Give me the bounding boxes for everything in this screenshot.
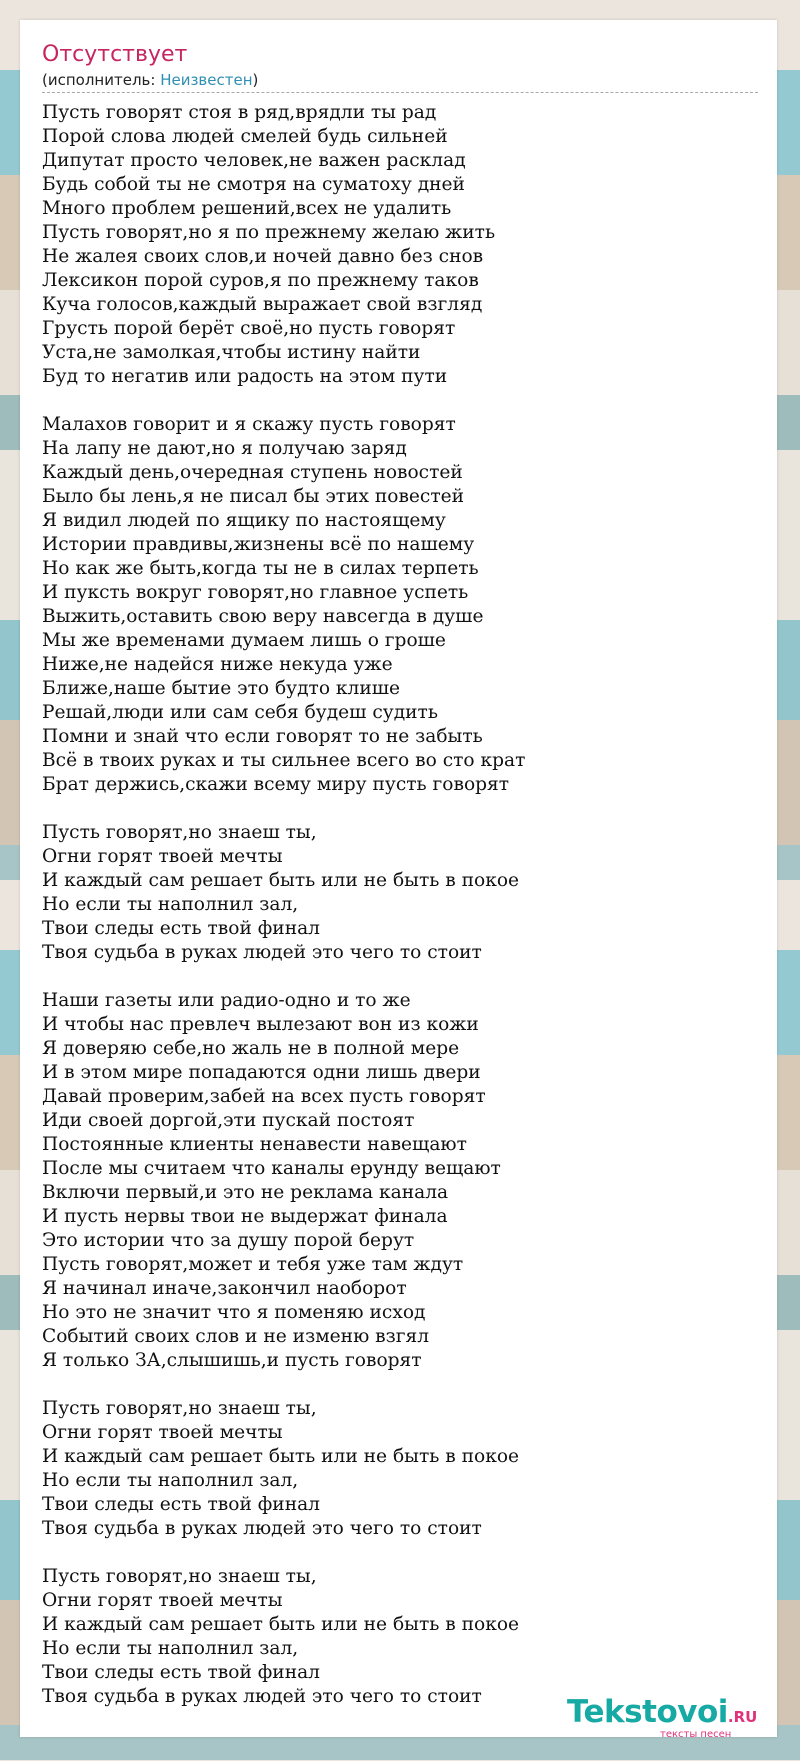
lyric-line: И каждый сам решает быть или не быть в покое (42, 1446, 520, 1467)
lyric-line: Я видил людей по ящику по настоящему (42, 510, 446, 531)
lyric-line: Пусть говорят стоя в ряд,врядли ты рад (42, 102, 437, 123)
lyric-line: И пусть нервы твои не выдержат финала (42, 1206, 448, 1227)
lyric-line: Будь собой ты не смотря на суматоху дней (42, 174, 465, 195)
lyric-line: Пусть говорят,но я по прежнему желаю жить (42, 222, 496, 243)
logo-tagline: тексты песен (660, 1729, 732, 1740)
lyric-line: И в этом мире попадаются одни лишь двери (42, 1062, 481, 1083)
lyric-line: Дипутат просто человек,не важен расклад (42, 150, 466, 171)
lyric-line: На лапу не дают,но я получаю заряд (42, 438, 407, 459)
lyric-line: Каждый день,очередная ступень новостей (42, 462, 463, 483)
song-header (42, 40, 758, 93)
lyric-line: Я только ЗА,слышишь,и пусть говорят (42, 1350, 422, 1371)
lyric-line: Твои следы есть твой финал (42, 1662, 320, 1683)
lyric-line: И чтобы нас превлеч вылезают вон из кожи (42, 1014, 479, 1035)
lyric-line: Малахов говорит и я скажу пусть говорят (42, 414, 456, 435)
lyric-line: Мы же временами думаем лишь о гроше (42, 630, 446, 651)
artist-prefix: (исполнитель: (42, 71, 161, 89)
lyric-line: Ниже,не надейся ниже некуда уже (42, 654, 393, 675)
stanza-break (42, 389, 758, 413)
lyric-line: Но если ты наполнил зал, (42, 1638, 299, 1659)
artist-suffix: ) (252, 71, 259, 89)
lyric-line: Это истории что за душу порой берут (42, 1230, 415, 1251)
artist-line (42, 70, 758, 90)
lyric-line: И пуксть вокруг говорят,но главное успеть (42, 582, 469, 603)
lyric-line: И каждый сам решает быть или не быть в покое (42, 1614, 520, 1635)
stanza-break (42, 1541, 758, 1565)
lyric-line: Истории правдивы,жизнены всё по нашему (42, 534, 475, 555)
lyric-line: Пусть говорят,но знаеш ты, (42, 822, 317, 843)
lyric-line: Но как же быть,когда ты не в силах терпеть (42, 558, 479, 579)
lyric-line: Твоя судьба в руках людей это чего то стоит (42, 1686, 482, 1707)
lyric-line: Наши газеты или радио-одно и то же (42, 990, 411, 1011)
lyric-line: Помни и знай что если говорят то не забыть (42, 726, 483, 747)
lyric-line: Было бы лень,я не писал бы этих повестей (42, 486, 465, 507)
lyric-line: Но если ты наполнил зал, (42, 894, 299, 915)
lyric-line: Я начинал иначе,закончил наоборот (42, 1278, 407, 1299)
lyrics-text (42, 101, 758, 1709)
lyric-line: Уста,не замолкая,чтобы истину найти (42, 342, 421, 363)
lyric-line: Твоя судьба в руках людей это чего то стоит (42, 942, 482, 963)
stanza-break (42, 797, 758, 821)
lyric-line: Грусть порой берёт своё,но пусть говорят (42, 318, 456, 339)
lyric-line: Всё в твоих руках и ты сильнее всего во сто крат (42, 750, 526, 771)
lyric-line: Куча голосов,каждый выражает свой взгляд (42, 294, 483, 315)
lyric-line: Твои следы есть твой финал (42, 918, 320, 939)
lyric-line: Огни горят твоей мечты (42, 1422, 283, 1443)
lyric-line: Много проблем решений,всех не удалить (42, 198, 452, 219)
stanza-break (42, 965, 758, 989)
lyric-line: Выжить,оставить свою веру навсегда в душе (42, 606, 484, 627)
artist-link[interactable]: Неизвестен (160, 71, 253, 89)
lyric-line: Твоя судьба в руках людей это чего то стоит (42, 1518, 482, 1539)
stanza-break (42, 1373, 758, 1397)
lyric-line: Брат держись,скажи всему миру пусть говорят (42, 774, 510, 795)
lyric-line: Включи первый,и это не реклама канала (42, 1182, 449, 1203)
lyric-line: И каждый сам решает быть или не быть в покое (42, 870, 520, 891)
lyric-line: Лексикон порой суров,я по прежнему таков (42, 270, 479, 291)
lyric-line: Ближе,наше бытие это будто клише (42, 678, 401, 699)
song-title: Отсутствует (42, 42, 188, 67)
lyric-line: Но это не значит что я поменяю исход (42, 1302, 426, 1323)
lyric-line: Пусть говорят,но знаеш ты, (42, 1398, 317, 1419)
lyric-line: Иди своей доргой,эти пускай постоят (42, 1110, 415, 1131)
lyric-line: Событий своих слов и не изменю взгял (42, 1326, 430, 1347)
lyric-line: Огни горят твоей мечты (42, 1590, 283, 1611)
logo-name: Tekstovoi (567, 1694, 728, 1730)
lyric-line: Огни горят твоей мечты (42, 846, 283, 867)
lyric-line: Решай,люди или сам себя будеш судить (42, 702, 438, 723)
lyric-line: После мы считаем что каналы ерунду вещают (42, 1158, 501, 1179)
logo-suffix: .RU (727, 1708, 758, 1726)
lyric-line: Давай проверим,забей на всех пусть говорят (42, 1086, 486, 1107)
lyric-line: Постоянные клиенты ненавести навещают (42, 1134, 467, 1155)
lyric-line: Не жалея своих слов,и ночей давно без снов (42, 246, 484, 267)
lyric-line: Но если ты наполнил зал, (42, 1470, 299, 1491)
lyric-line: Буд то негатив или радость на этом пути (42, 366, 448, 387)
lyric-line: Пусть говорят,может и тебя уже там ждут (42, 1254, 464, 1275)
lyric-line: Порой слова людей смелей будь сильней (42, 126, 448, 147)
lyric-line: Твои следы есть твой финал (42, 1494, 320, 1515)
lyric-line: Я доверяю себе,но жаль не в полной мере (42, 1038, 460, 1059)
lyric-line: Пусть говорят,но знаеш ты, (42, 1566, 317, 1587)
